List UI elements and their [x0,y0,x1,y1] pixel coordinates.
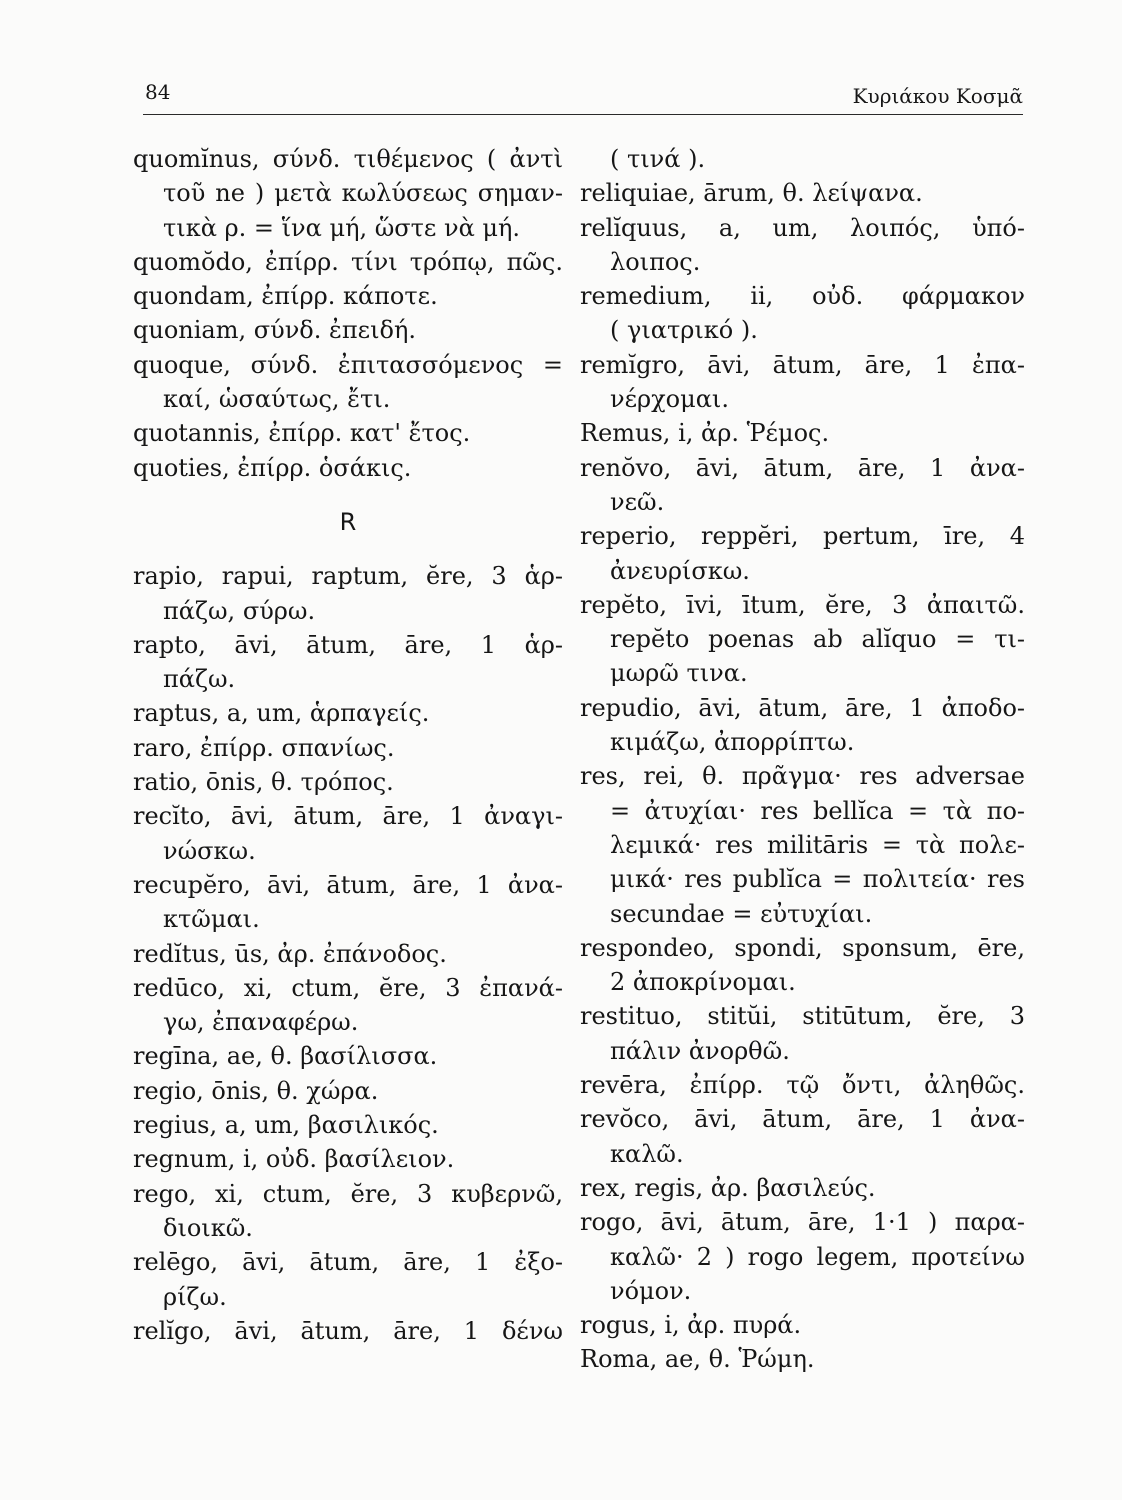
dictionary-line: regnum, i, οὐδ. βασίλειον. [133,1145,455,1174]
dictionary-line: Remus, i, ἀρ. Ῥέμος. [580,419,830,448]
dictionary-line: quoque, σύνδ. ἐπιτασσόμενος = [133,350,563,379]
dictionary-line: κτῶμαι. [163,905,260,934]
dictionary-line: relĭquus, a, um, λοιπός, ὑπό- [580,213,1025,242]
dictionary-line: raro, ἐπίρρ. σπανίως. [133,733,395,762]
dictionary-line: ρίζω. [163,1282,227,1311]
dictionary-line: regīna, ae, θ. βασίλισσα. [133,1042,438,1071]
dictionary-line: repudio, āvi, ātum, āre, 1 ἀποδο- [580,693,1025,722]
dictionary-line: quoties, ἐπίρρ. ὁσάκις. [133,453,412,482]
dictionary-line: repĕto poenas ab alĭquo = τι- [610,625,1025,654]
dictionary-line: quomĭnus, σύνδ. τιθέμενος ( ἀντὶ [133,145,563,173]
dictionary-line: καλῶ· 2 ) rogo legem, προτείνω [610,1242,1025,1271]
dictionary-line: λεμικά· res militāris = τὰ πολε- [610,830,1025,859]
dictionary-line: reperio, reppĕri, pertum, īre, 4 [580,522,1025,551]
dictionary-line: καλῶ. [610,1139,684,1168]
dictionary-line: quondam, ἐπίρρ. κάποτε. [133,282,438,311]
dictionary-line: revŏco, āvi, ātum, āre, 1 ἀνα- [580,1105,1025,1134]
running-title: Κυριάκου Κοσμᾶ [852,84,1023,108]
dictionary-line: quotannis, ἐπίρρ. κατ' ἔτος. [133,419,471,448]
dictionary-line: revēra, ἐπίρρ. τῷ ὄντι, ἀληθῶς. [580,1071,1025,1100]
dictionary-line: νέρχομαι. [610,385,729,414]
dictionary-line: = ἀτυχίαι· res bellĭca = τὰ πο- [610,796,1025,825]
dictionary-line: rapio, rapui, raptum, ĕre, 3 ἁρ- [133,562,563,591]
dictionary-line: recupĕro, āvi, ātum, āre, 1 ἀνα- [133,870,563,899]
dictionary-line: νεῶ. [610,487,665,516]
dictionary-line: τικὰ ρ. = ἵνα μή, ὥστε νὰ μή. [163,213,521,242]
dictionary-line: restituo, stitŭi, stitūtum, ĕre, 3 [580,1002,1025,1031]
page-header [143,74,1023,115]
dictionary-line: καί, ὡσαύτως, ἔτι. [163,385,391,414]
dictionary-line: διοικῶ. [163,1213,253,1242]
dictionary-line: renŏvo, āvi, ātum, āre, 1 ἀνα- [580,453,1025,482]
section-letter-heading: R [339,507,357,536]
dictionary-line: νώσκω. [163,836,256,865]
dictionary-line: remĭgro, āvi, ātum, āre, 1 ἐπα- [580,350,1025,379]
dictionary-line: πάλιν ἀνορθῶ. [610,1036,790,1065]
dictionary-line: κιμάζω, ἀπορρίπτω. [610,728,855,757]
dictionary-line: πάζω. [163,665,236,694]
dictionary-line: secundae = εὐτυχίαι. [610,899,873,928]
left-column [133,142,563,1348]
dictionary-line: rogo, āvi, ātum, āre, 1·1 ) παρα- [580,1208,1025,1237]
dictionary-line: relēgo, āvi, ātum, āre, 1 ἐξο- [133,1248,563,1277]
dictionary-line: ratio, ōnis, θ. τρόπος. [133,768,394,797]
dictionary-line: γω, ἐπαναφέρω. [163,1008,359,1037]
dictionary-line: πάζω, σύρω. [163,596,316,625]
dictionary-line: redĭtus, ūs, ἀρ. ἐπάνοδος. [133,939,447,968]
dictionary-line: νόμον. [610,1276,692,1305]
dictionary-line: rego, xi, ctum, ĕre, 3 κυβερνῶ, [133,1179,563,1208]
dictionary-line: quomŏdo, ἐπίρρ. τίνι τρόπῳ, πῶς. [133,247,563,276]
dictionary-line: 2 ἀποκρίνομαι. [610,968,796,997]
dictionary-line: μωρῶ τινα. [610,659,748,688]
dictionary-line: regio, ōnis, θ. χώρα. [133,1076,379,1105]
dictionary-line: remedium, ii, οὐδ. φάρμακον [580,282,1025,311]
dictionary-line: τοῦ ne ) μετὰ κωλύσεως σημαν- [163,179,563,208]
dictionary-line: rapto, āvi, ātum, āre, 1 ἁρ- [133,630,563,659]
dictionary-line: ἀνευρίσκω. [610,556,750,585]
dictionary-line: regius, a, um, βασιλικός. [133,1111,439,1140]
dictionary-line: quoniam, σύνδ. ἐπειδή. [133,316,416,345]
dictionary-line: ( τινά ). [610,145,706,173]
dictionary-line: rex, regis, ἀρ. βασιλεύς. [580,1173,876,1202]
dictionary-line: ( γιατρικό ). [610,316,758,345]
page-number: 84 [145,80,171,104]
dictionary-line: λοιπος. [610,247,701,276]
right-column [580,142,1025,1377]
dictionary-line: recĭto, āvi, ātum, āre, 1 ἀναγι- [133,802,563,831]
dictionary-line: μικά· res publĭca = πολιτεία· res [610,865,1025,894]
dictionary-line: rogus, i, ἀρ. πυρά. [580,1311,802,1340]
dictionary-line: res, rei, θ. πρᾶγμα· res adversae [580,762,1025,791]
dictionary-line: respondeo, spondi, sponsum, ēre, [580,933,1025,962]
dictionary-line: repĕto, īvi, ītum, ĕre, 3 ἀπαιτῶ. [580,590,1025,619]
dictionary-line: reliquiae, ārum, θ. λείψανα. [580,179,923,208]
dictionary-line: raptus, a, um, ἁρπαγείς. [133,699,430,728]
dictionary-line: relĭgo, āvi, ātum, āre, 1 δένω [133,1316,563,1345]
dictionary-line: redūco, xi, ctum, ĕre, 3 ἐπανά- [133,973,563,1002]
dictionary-line: Roma, ae, θ. Ῥώμη. [580,1345,815,1374]
